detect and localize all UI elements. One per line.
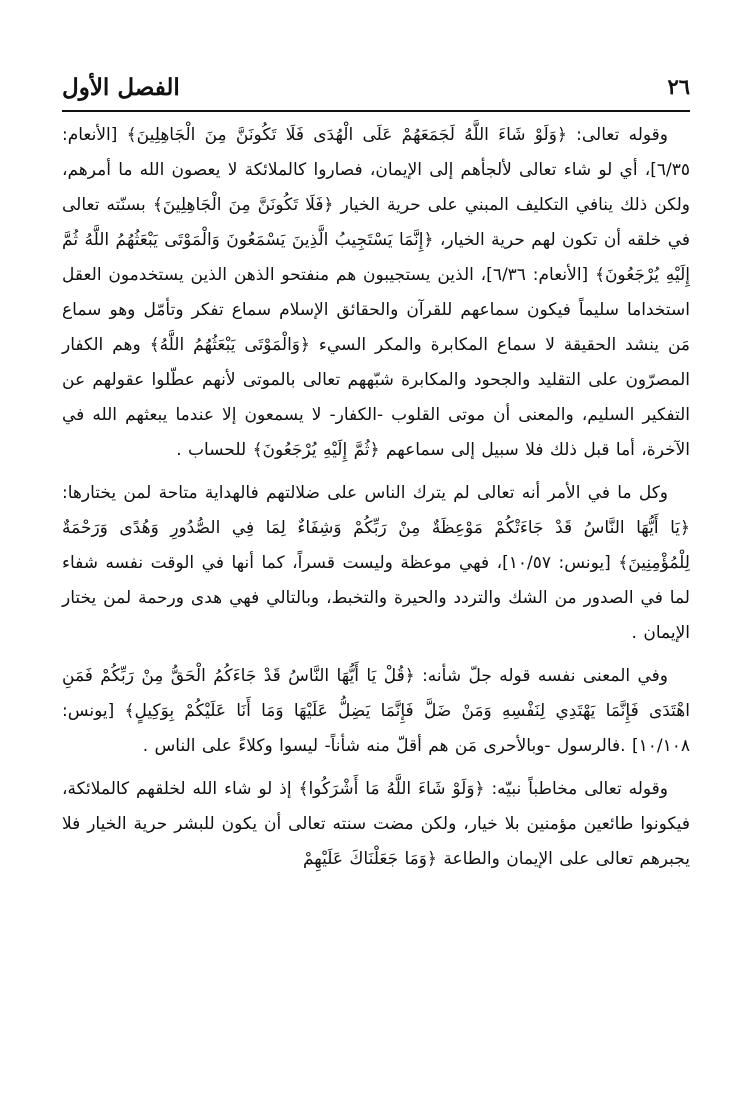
page-number: ٢٦ — [667, 74, 690, 99]
paragraph: وقوله تعالى: ﴿وَلَوْ شَاءَ اللَّهُ لَجَمَعَهُمْ عَلَى الْهُدَى فَلَا تَكُونَنَّ مِنَ الْجَاهِلِينَ﴾ [الأنعام: ٦/٣٥]، أي لو شاء تعالى لألجأهم إلى الإيمان، فصاروا كالملائكة لا يعصون الله ما أمرهم، ولكن ذلك ينافي التكليف المبني على حرية الخيار ﴿فَلَا تَكُونَنَّ مِنَ الْجَاهِلِينَ﴾ بسنّته تعالى في خلقه أن تكون لهم حرية الخيار، ﴿إِنَّمَا يَسْتَجِيبُ الَّذِينَ يَسْمَعُونَ وَالْمَوْتَى يَبْعَثُهُمُ اللَّهُ ثُمَّ إِلَيْهِ يُرْجَعُونَ﴾ [الأنعام: ٦/٣٦]، الذين يستجيبون هم منفتحو الذهن الذين يستخدمون العقل استخداما سليماً فيكون سماعهم للقرآن والحقائق الإسلام سماع تفكر وتأمّل وهو سماع مَن ينشد الحقيقة لا سماع المكابرة والمكر السيء ﴿وَالْمَوْتَى يَبْعَثُهُمُ اللَّهُ﴾ وهم الكفار المصرّون على التقليد والجحود والمكابرة شبّههم تعالى بالموتى لأنهم عطّلوا عقولهم عن التفكير السليم، والمعنى أن موتى القلوب -الكفار- لا يسمعون إلا عندما يبعثهم الله في الآخرة، أما قبل ذلك فلا سبيل إلى سماعهم ﴿ثُمَّ إِلَيْهِ يُرْجَعُونَ﴾ للحساب . — [62, 125, 691, 460]
chapter-title: الفصل الأول — [62, 74, 180, 101]
paragraph: وكل ما في الأمر أنه تعالى لم يترك الناس على ضلالتهم فالهداية متاحة لمن يختارها: ﴿يَا أَيُّهَا النَّاسُ قَدْ جَاءَتْكُمْ مَوْعِظَةٌ مِنْ رَبِّكُمْ وَشِفَاءٌ لِمَا فِي الصُّدُورِ وَهُدًى وَرَحْمَةٌ لِلْمُؤْمِنِينَ﴾ [يونس: ١٠/٥٧]، فهي موعظة وليست قسراً، كما أنها في الوقت نفسه شفاء لما في الصدور من الشك والتردد والحيرة والتخبط، وبالتالي فهي هدى ورحمة لمن يختار الإيمان . — [62, 483, 690, 643]
paragraph: وقوله تعالى مخاطباً نبيّه: ﴿وَلَوْ شَاءَ اللَّهُ مَا أَشْرَكُوا﴾ إذ لو شاء الله لخلقهم كالملائكة، فيكونوا طائعين مؤمنين بلا خيار، ولكن مضت سنته تعالى أن يكون للبشر حرية الخيار فلا يجبرهم تعالى على الإيمان والطاعة ﴿وَمَا جَعَلْنَاكَ عَلَيْهِمْ — [62, 779, 690, 869]
paragraph: وفي المعنى نفسه قوله جلّ شأنه: ﴿قُلْ يَا أَيُّهَا النَّاسُ قَدْ جَاءَكُمُ الْحَقُّ مِنْ رَبِّكُمْ فَمَنِ اهْتَدَى فَإِنَّمَا يَهْتَدِي لِنَفْسِهِ وَمَنْ ضَلَّ فَإِنَّمَا يَضِلُّ عَلَيْهَا وَمَا أَنَا عَلَيْكُمْ بِوَكِيلٍ﴾ [يونس: ١٠/١٠٨] .فالرسول -وبالأحرى مَن هم أقلّ منه شأناً- ليسوا وكلاءً على الناس . — [62, 666, 690, 756]
body-text — [62, 118, 690, 877]
running-header — [62, 70, 690, 112]
